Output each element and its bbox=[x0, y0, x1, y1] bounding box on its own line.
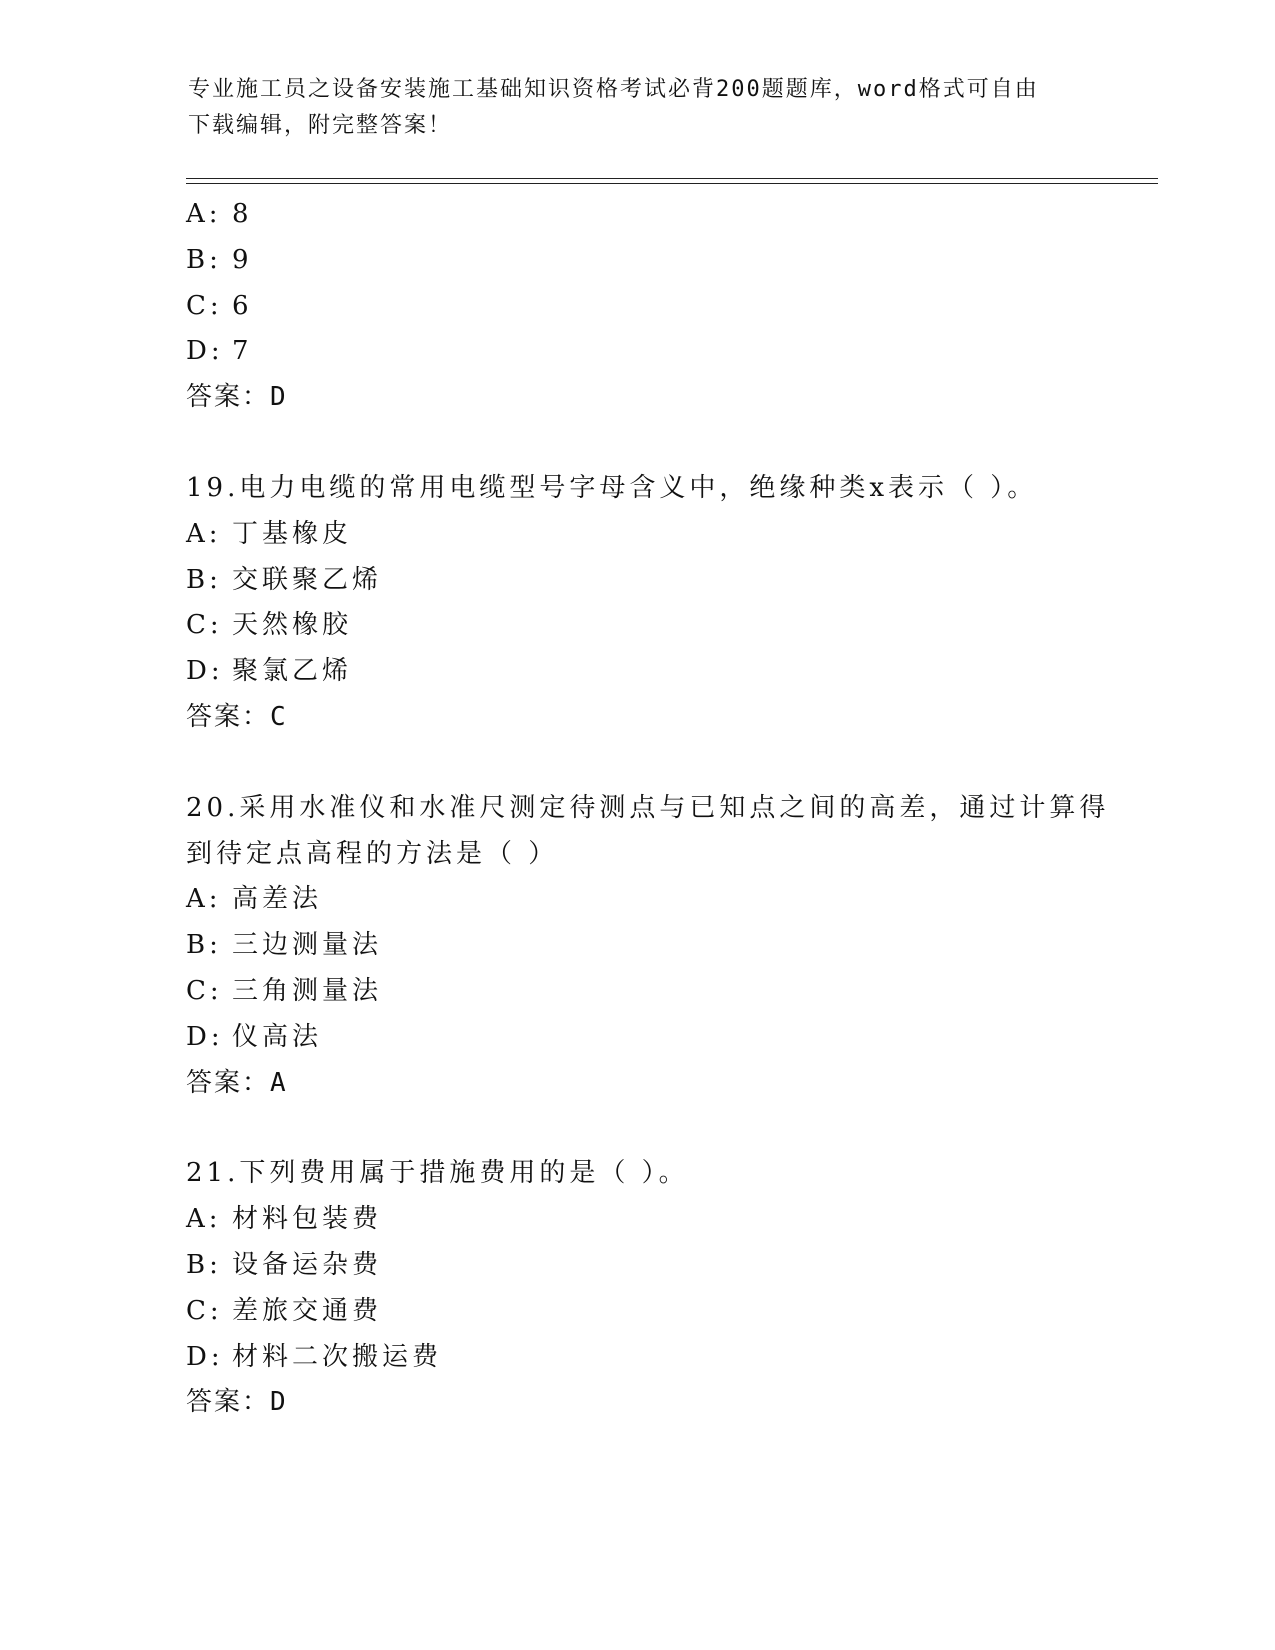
option-text: 聚氯乙烯 bbox=[232, 656, 353, 687]
option-text: 三边测量法 bbox=[232, 930, 383, 961]
answer-line: 答案：D bbox=[186, 1387, 288, 1418]
question-21 bbox=[186, 1151, 1086, 1426]
option-letter: B: bbox=[186, 244, 222, 275]
option-text: 材料包装费 bbox=[232, 1204, 383, 1235]
header-rule-top bbox=[186, 178, 1158, 179]
option-text: 高差法 bbox=[232, 884, 323, 915]
option-letter: B: bbox=[186, 930, 222, 961]
option-letter: B: bbox=[186, 564, 222, 595]
option-d bbox=[186, 329, 1086, 375]
option-text: 9 bbox=[232, 244, 253, 275]
option-c bbox=[186, 603, 1086, 649]
option-text: 交联聚乙烯 bbox=[232, 564, 383, 595]
option-text: 设备运杂费 bbox=[232, 1249, 383, 1280]
option-letter: A: bbox=[186, 1204, 222, 1235]
option-d bbox=[186, 1335, 1086, 1381]
header-rule-bottom bbox=[186, 183, 1158, 184]
option-text: 天然橡胶 bbox=[232, 610, 353, 641]
option-a bbox=[186, 1197, 1086, 1243]
option-letter: D: bbox=[186, 656, 224, 687]
option-letter: A: bbox=[186, 884, 222, 915]
option-b bbox=[186, 923, 1086, 969]
option-letter: C: bbox=[186, 610, 223, 641]
option-d bbox=[186, 1015, 1086, 1061]
option-letter: D: bbox=[186, 1341, 224, 1372]
question-stem-line-2: 到待定点高程的方法是（ ） bbox=[186, 838, 559, 869]
question-18 bbox=[186, 192, 1086, 421]
option-letter: D: bbox=[186, 1021, 224, 1052]
option-text: 丁基橡皮 bbox=[232, 518, 353, 549]
question-list bbox=[186, 192, 1110, 1426]
option-text: 6 bbox=[232, 290, 253, 321]
option-letter: C: bbox=[186, 290, 223, 321]
option-b bbox=[186, 558, 1086, 604]
answer-line: 答案：D bbox=[186, 382, 288, 413]
question-stem-line-1: 20.采用水准仪和水准尺测定待测点与已知点之间的高差，通过计算得 bbox=[186, 792, 1110, 823]
option-b bbox=[186, 1243, 1086, 1289]
header-line-1: 专业施工员之设备安装施工基础知识资格考试必背200题题库，word格式可自由 bbox=[188, 77, 1039, 102]
option-text: 7 bbox=[232, 336, 253, 367]
answer-line: 答案：C bbox=[186, 701, 288, 732]
option-text: 材料二次搬运费 bbox=[232, 1341, 443, 1372]
option-b bbox=[186, 238, 1086, 284]
option-letter: C: bbox=[186, 975, 223, 1006]
option-letter: B: bbox=[186, 1249, 222, 1280]
option-a bbox=[186, 877, 1086, 923]
question-20 bbox=[186, 786, 1110, 1107]
question-stem: 21.下列费用属于措施费用的是（ ）。 bbox=[186, 1158, 689, 1189]
option-text: 8 bbox=[232, 199, 253, 229]
option-letter: C: bbox=[186, 1295, 223, 1326]
option-text: 差旅交通费 bbox=[232, 1295, 383, 1326]
document-header bbox=[188, 72, 1068, 144]
question-stem: 19.电力电缆的常用电缆型号字母含义中，绝缘种类x表示（ ）。 bbox=[186, 472, 1038, 503]
option-letter: A: bbox=[186, 518, 222, 549]
question-19 bbox=[186, 466, 1086, 741]
option-a bbox=[186, 192, 1086, 238]
option-c bbox=[186, 1289, 1086, 1335]
option-text: 三角测量法 bbox=[232, 975, 383, 1006]
option-text: 仪高法 bbox=[232, 1021, 323, 1052]
option-c bbox=[186, 284, 1086, 330]
option-letter: A: bbox=[186, 199, 222, 229]
header-line-2: 下载编辑，附完整答案！ bbox=[188, 113, 453, 138]
option-letter: D: bbox=[186, 336, 224, 367]
option-d bbox=[186, 649, 1086, 695]
option-c bbox=[186, 969, 1086, 1015]
option-a bbox=[186, 512, 1086, 558]
answer-line: 答案：A bbox=[186, 1067, 288, 1098]
